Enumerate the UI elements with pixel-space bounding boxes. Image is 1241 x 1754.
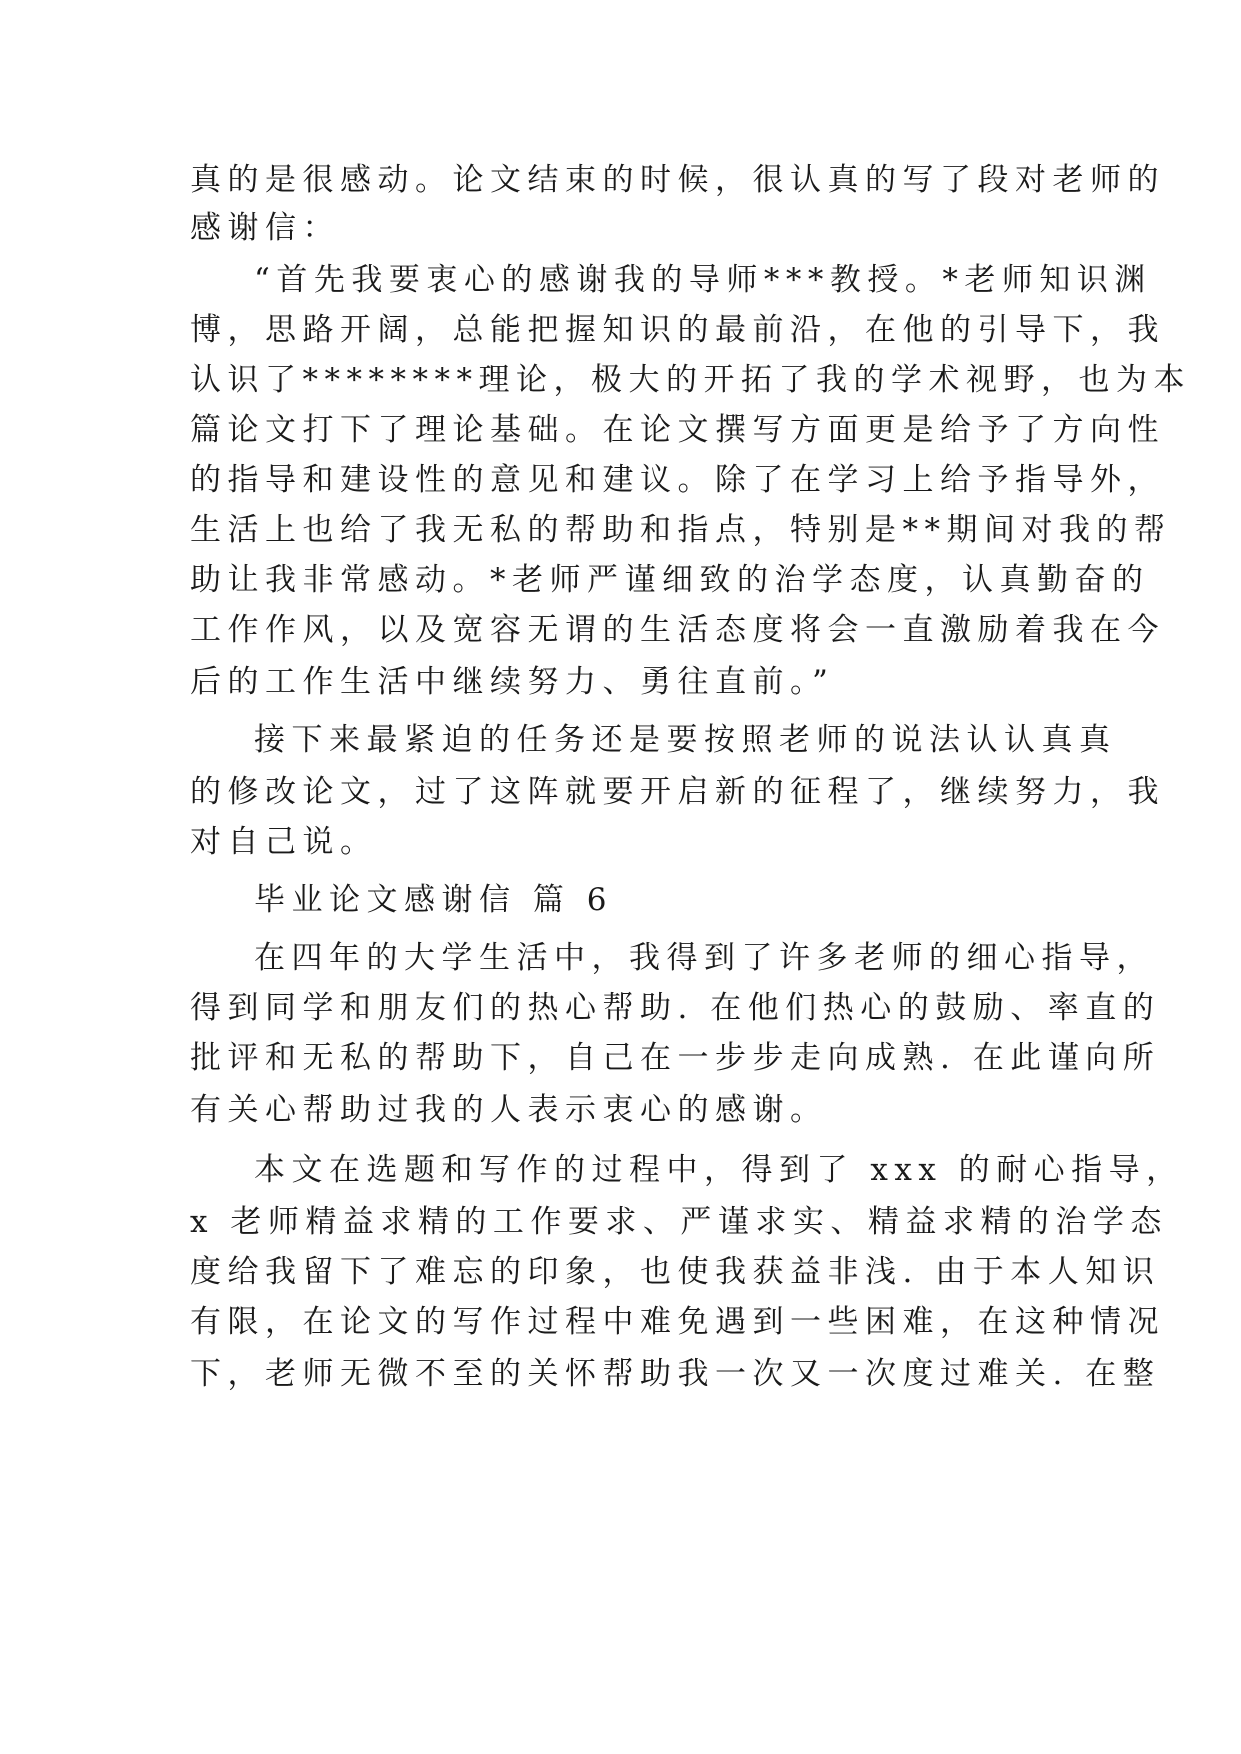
text-line: 下，老师无微不至的关怀帮助我一次又一次度过难关. 在整 (190, 1356, 1161, 1392)
text-line: 本文在选题和写作的过程中，得到了 xxx 的耐心指导， (254, 1152, 1184, 1188)
text-line: 的指导和建设性的意见和建议。除了在学习上给予指导外， (190, 462, 1165, 498)
text-line: 真的是很感动。论文结束的时候，很认真的写了段对老师的 (190, 162, 1165, 198)
text-line: 有关心帮助过我的人表示衷心的感谢。 (190, 1092, 828, 1128)
section-heading: 毕业论文感谢信 篇 6 (254, 882, 613, 918)
text-line: x 老师精益求精的工作要求、严谨求实、精益求精的治学态 (190, 1204, 1168, 1240)
text-line: 有限，在论文的写作过程中难免遇到一些困难，在这种情况 (190, 1304, 1165, 1340)
text-line: “首先我要衷心的感谢我的导师***教授。*老师知识渊 (254, 262, 1152, 298)
text-line: 认识了********理论，极大的开拓了我的学术视野，也为本 (190, 362, 1191, 398)
text-line: 对自己说。 (190, 824, 378, 860)
text-line: 的修改论文，过了这阵就要开启新的征程了，继续努力，我 (190, 774, 1165, 810)
text-line: 在四年的大学生活中，我得到了许多老师的细心指导， (254, 940, 1154, 976)
text-line: 得到同学和朋友们的热心帮助. 在他们热心的鼓励、率直的 (190, 990, 1161, 1026)
text-line: 感谢信： (190, 210, 340, 246)
text-line: 工作作风，以及宽容无谓的生活态度将会一直激励着我在今 (190, 612, 1165, 648)
text-line: 后的工作生活中继续努力、勇往直前。” (190, 664, 835, 700)
text-line: 篇论文打下了理论基础。在论文撰写方面更是给予了方向性 (190, 412, 1165, 448)
text-line: 助让我非常感动。*老师严谨细致的治学态度，认真勤奋的 (190, 562, 1150, 598)
text-line: 接下来最紧迫的任务还是要按照老师的说法认认真真 (254, 722, 1117, 758)
text-line: 度给我留下了难忘的印象，也使我获益非浅. 由于本人知识 (190, 1254, 1161, 1290)
text-line: 博，思路开阔，总能把握知识的最前沿，在他的引导下，我 (190, 312, 1165, 348)
text-line: 生活上也给了我无私的帮助和指点，特别是**期间对我的帮 (190, 512, 1172, 548)
text-line: 批评和无私的帮助下，自己在一步步走向成熟. 在此谨向所 (190, 1040, 1161, 1076)
